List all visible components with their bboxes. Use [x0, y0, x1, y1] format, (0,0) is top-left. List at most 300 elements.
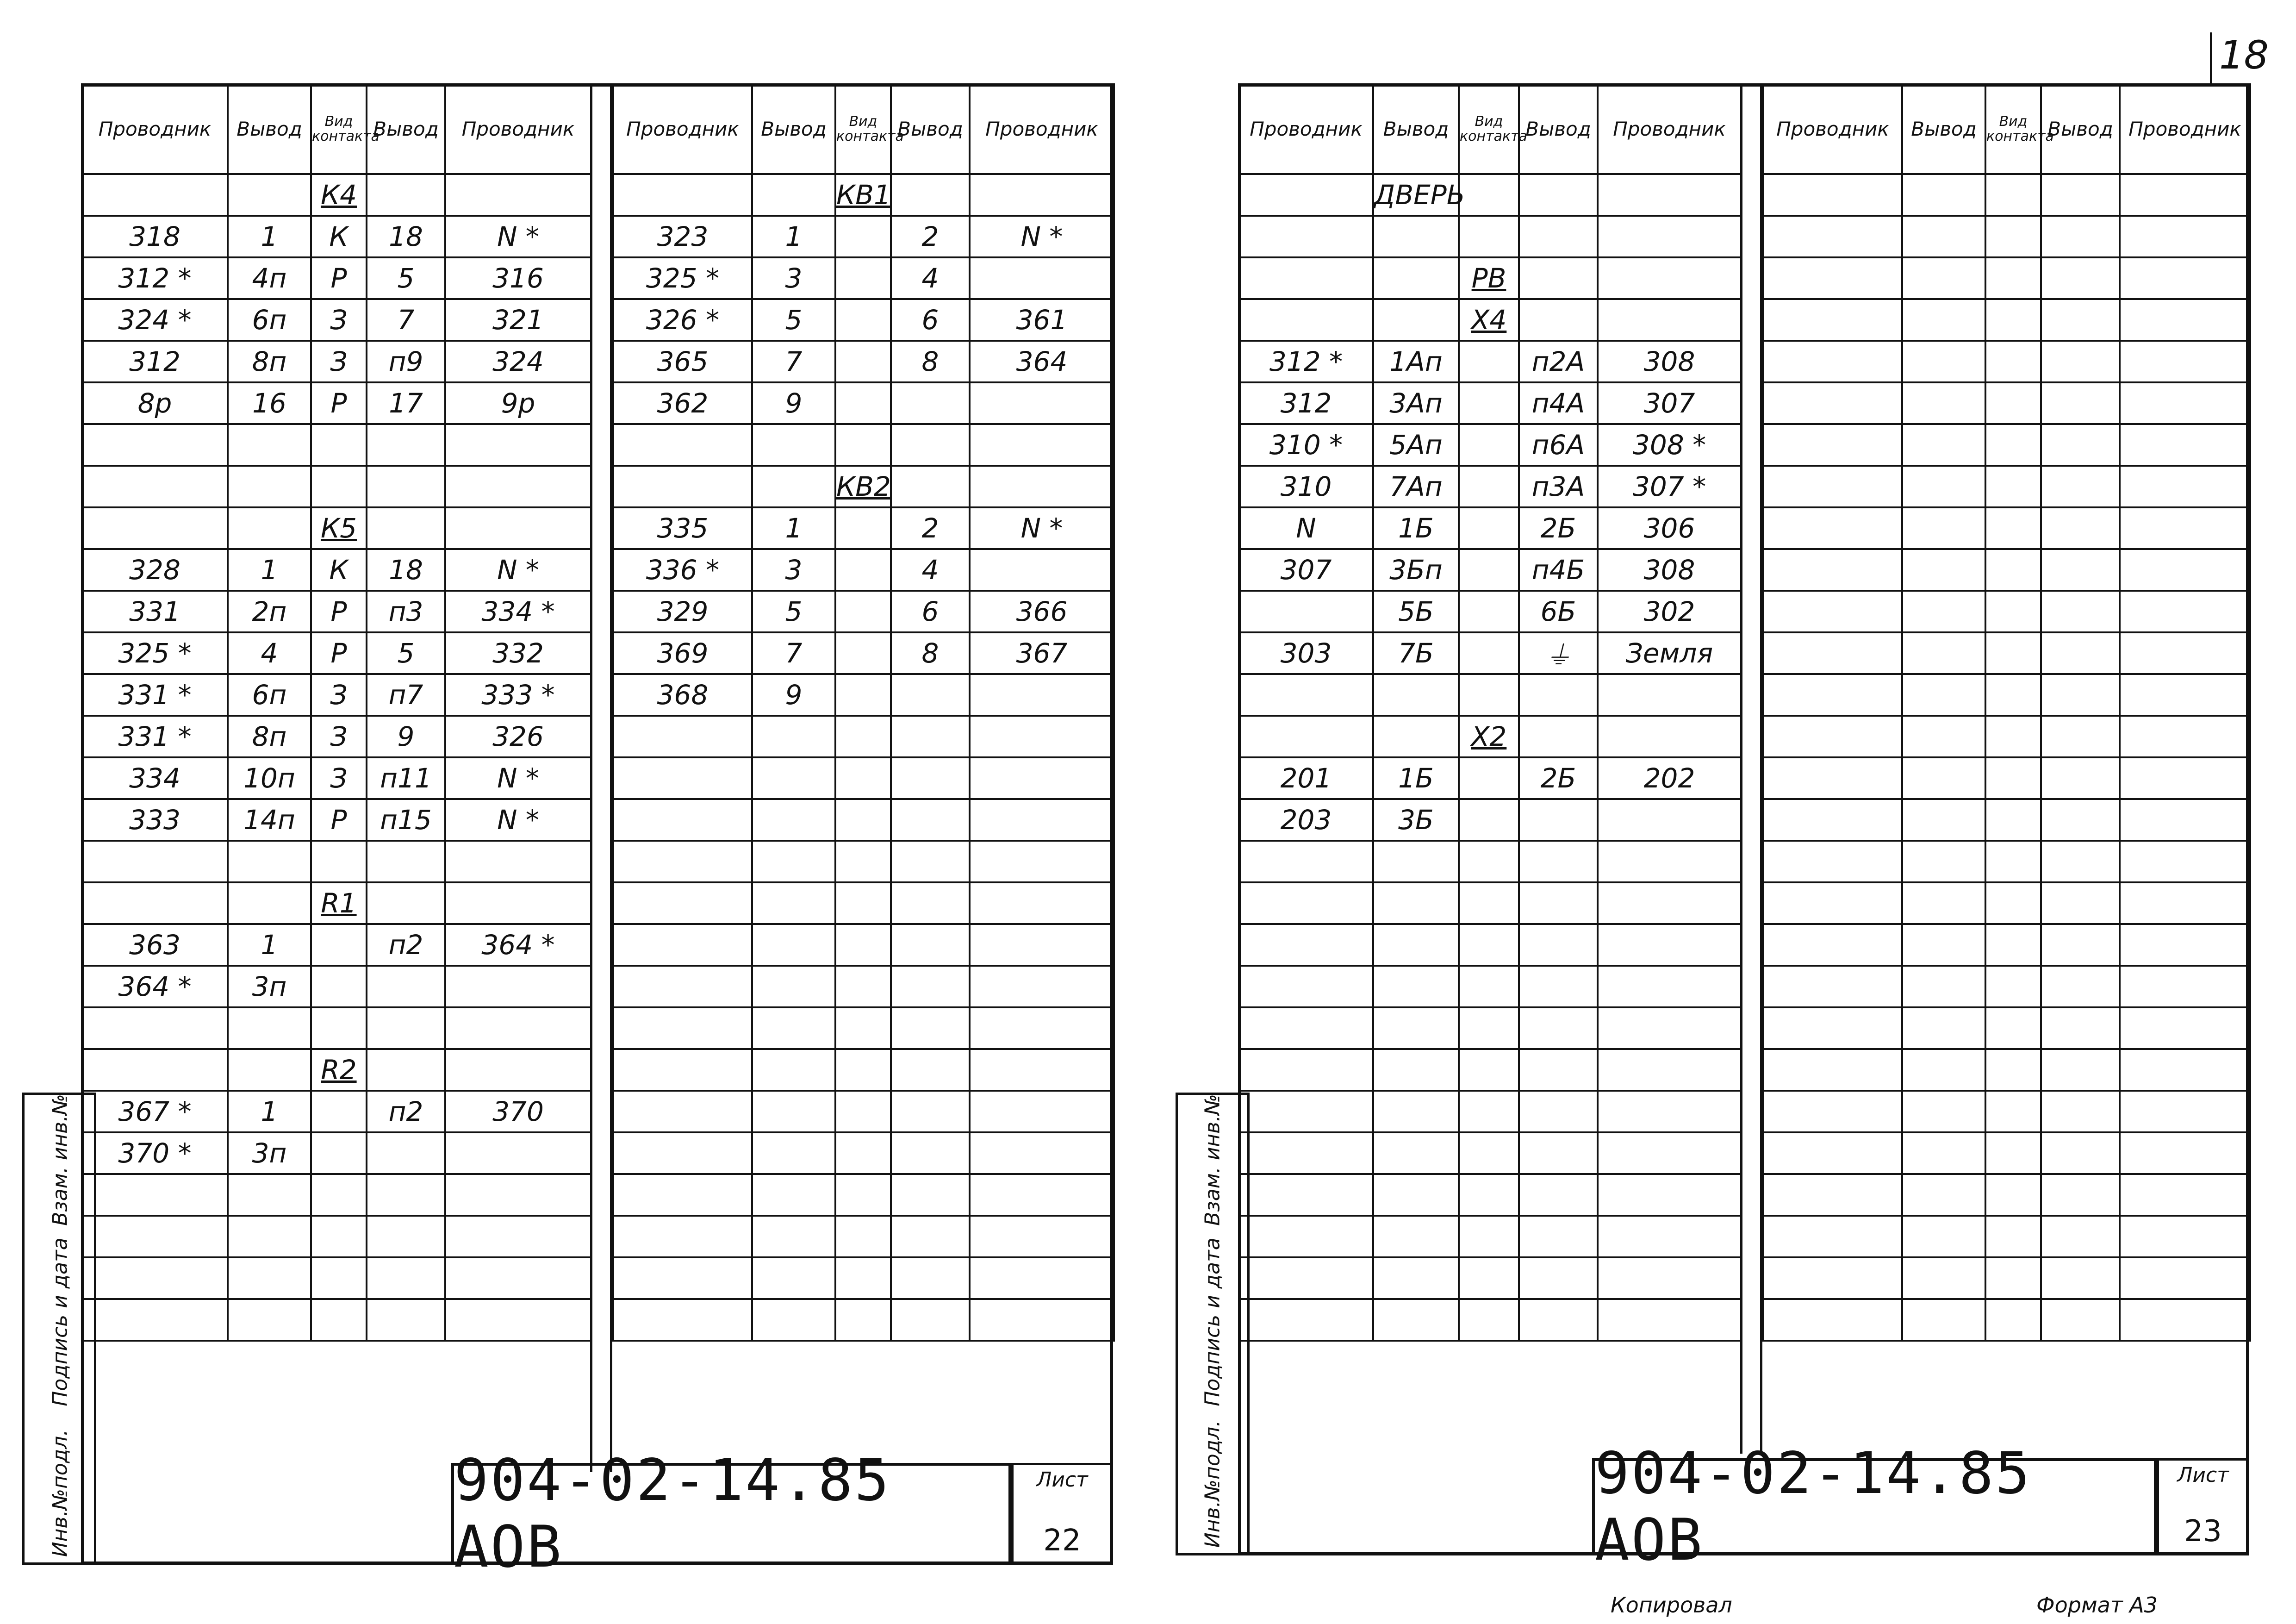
table-row	[1239, 924, 1741, 966]
table-cell: 6	[891, 299, 970, 341]
table-cell	[1985, 757, 2041, 799]
table-cell: 1	[228, 1091, 311, 1132]
col-terminal: Вывод	[752, 84, 835, 174]
table-row	[613, 257, 1114, 299]
table-cell	[2120, 924, 2250, 966]
table-cell	[891, 174, 970, 216]
table-cell	[82, 1174, 228, 1216]
table-cell	[1985, 1132, 2041, 1174]
table-cell	[970, 549, 1114, 591]
table-row	[1763, 757, 2250, 799]
table-cell	[1763, 716, 1902, 757]
table-cell	[311, 1216, 367, 1257]
col-terminal: Вывод	[1519, 84, 1598, 174]
table-cell: 8п	[228, 341, 311, 382]
table-cell: п2А	[1519, 341, 1598, 382]
table-cell	[1239, 591, 1373, 632]
table-cell: 14п	[228, 799, 311, 841]
table-cell	[228, 841, 311, 882]
table-cell	[1763, 424, 1902, 466]
table-cell	[1239, 257, 1373, 299]
table-cell: 2Б	[1519, 507, 1598, 549]
right-sheet-number: 23	[2184, 1514, 2222, 1549]
table-cell	[1985, 674, 2041, 716]
table-row	[1763, 882, 2250, 924]
table-row	[82, 1049, 591, 1091]
table-cell	[1763, 966, 1902, 1007]
table-cell	[970, 1299, 1114, 1341]
table-cell	[891, 1216, 970, 1257]
table-cell	[1598, 924, 1741, 966]
table-row	[613, 507, 1114, 549]
table-cell	[2041, 174, 2120, 216]
table-cell	[835, 216, 891, 257]
table-cell: З	[311, 716, 367, 757]
table-cell: КВ1	[835, 174, 891, 216]
table-cell	[1239, 1216, 1373, 1257]
table-cell	[2120, 1007, 2250, 1049]
table-cell	[2120, 549, 2250, 591]
table-cell	[1763, 591, 1902, 632]
table-cell	[752, 424, 835, 466]
table-cell	[2041, 841, 2120, 882]
table-cell	[1373, 257, 1459, 299]
table-cell	[311, 1174, 367, 1216]
table-cell	[1985, 382, 2041, 424]
table-row	[82, 1007, 591, 1049]
table-cell	[1373, 1049, 1459, 1091]
table-cell: 324	[445, 341, 591, 382]
col-contact-type: Вид контакта	[311, 84, 367, 174]
table-cell	[1902, 591, 1985, 632]
table-cell	[367, 882, 445, 924]
table-cell	[970, 1174, 1114, 1216]
table-cell	[1902, 257, 1985, 299]
table-row	[1239, 549, 1741, 591]
table-cell: 325 *	[613, 257, 752, 299]
table-cell	[835, 716, 891, 757]
table-cell: 332	[445, 632, 591, 674]
table-row	[1763, 1132, 2250, 1174]
table-row	[1763, 382, 2250, 424]
table-cell	[752, 1132, 835, 1174]
table-cell	[2120, 841, 2250, 882]
table-cell: 203	[1239, 799, 1373, 841]
table-cell: 18	[367, 549, 445, 591]
table-cell	[1519, 924, 1598, 966]
table-cell: 307	[1598, 382, 1741, 424]
table-cell	[835, 966, 891, 1007]
table-cell	[891, 674, 970, 716]
table-cell: 336 *	[613, 549, 752, 591]
table-cell: КВ2	[835, 466, 891, 507]
left-side-inv-no: Инв.№подл.	[48, 1429, 72, 1557]
table-cell: R2	[311, 1049, 367, 1091]
table-cell: Р	[311, 382, 367, 424]
table-cell	[1519, 966, 1598, 1007]
table-cell	[1239, 1091, 1373, 1132]
table-cell	[445, 1007, 591, 1049]
left-side-sign-date: Подпись и дата	[48, 1237, 72, 1406]
table-cell: 366	[970, 591, 1114, 632]
table-row	[1239, 757, 1741, 799]
table-row	[82, 674, 591, 716]
table-cell	[2120, 632, 2250, 674]
table-cell: 367	[970, 632, 1114, 674]
table-cell: 363	[82, 924, 228, 966]
table-cell	[1239, 1007, 1373, 1049]
table-cell	[1902, 1007, 1985, 1049]
table-cell	[1763, 799, 1902, 841]
table-cell	[613, 466, 752, 507]
table-cell	[2120, 1216, 2250, 1257]
table-cell: 3	[752, 257, 835, 299]
table-cell	[1902, 549, 1985, 591]
table-cell	[1239, 299, 1373, 341]
table-cell	[2120, 216, 2250, 257]
table-cell	[835, 799, 891, 841]
table-cell	[1519, 257, 1598, 299]
table-cell: 1	[752, 507, 835, 549]
table-cell: 312	[1239, 382, 1373, 424]
table-cell	[1902, 466, 1985, 507]
table-cell: 362	[613, 382, 752, 424]
table-cell	[835, 1257, 891, 1299]
table-cell: 3Бп	[1373, 549, 1459, 591]
table-cell	[2041, 1007, 2120, 1049]
col-conductor: Проводник	[613, 84, 752, 174]
table-cell: 5	[752, 591, 835, 632]
table-cell	[1985, 1257, 2041, 1299]
table-cell: 368	[613, 674, 752, 716]
table-row	[82, 341, 591, 382]
table-cell	[1985, 424, 2041, 466]
table-cell	[2041, 1299, 2120, 1341]
table-cell	[2120, 799, 2250, 841]
table-row	[82, 757, 591, 799]
table-row	[1763, 341, 2250, 382]
table-row	[82, 882, 591, 924]
table-cell	[613, 1132, 752, 1174]
col-conductor: Проводник	[82, 84, 228, 174]
table-cell: 333 *	[445, 674, 591, 716]
table-cell	[311, 966, 367, 1007]
table-cell	[1459, 1216, 1519, 1257]
table-row	[1763, 1216, 2250, 1257]
table-row	[1763, 424, 2250, 466]
table-cell: 302	[1598, 591, 1741, 632]
table-cell	[1902, 674, 1985, 716]
table-cell: 9р	[445, 382, 591, 424]
table-cell	[1459, 1049, 1519, 1091]
table-cell: 202	[1598, 757, 1741, 799]
table-cell	[367, 1049, 445, 1091]
table-row	[1239, 716, 1741, 757]
table-cell: 7	[752, 341, 835, 382]
table-cell: N *	[445, 757, 591, 799]
table-cell	[311, 1007, 367, 1049]
table-cell	[311, 841, 367, 882]
table-cell	[2120, 966, 2250, 1007]
table-cell	[82, 1216, 228, 1257]
table-cell	[82, 1049, 228, 1091]
table-cell	[752, 1091, 835, 1132]
table-row	[1763, 591, 2250, 632]
table-cell	[1763, 257, 1902, 299]
table-cell: 10п	[228, 757, 311, 799]
table-cell	[1459, 799, 1519, 841]
table-cell: 323	[613, 216, 752, 257]
table-cell	[1763, 1299, 1902, 1341]
table-cell	[228, 174, 311, 216]
table-cell	[1598, 841, 1741, 882]
col-terminal: Вывод	[2041, 84, 2120, 174]
col-conductor: Проводник	[1763, 84, 1902, 174]
table-cell: 370 *	[82, 1132, 228, 1174]
table-cell	[1985, 174, 2041, 216]
table-cell: 331 *	[82, 674, 228, 716]
table-cell	[2120, 757, 2250, 799]
col-terminal: Вывод	[891, 84, 970, 174]
table-cell	[835, 1049, 891, 1091]
table-cell	[1459, 1091, 1519, 1132]
table-cell	[835, 507, 891, 549]
table-cell	[1598, 1174, 1741, 1216]
table-cell	[367, 1174, 445, 1216]
right-table-separator	[1740, 83, 1762, 1454]
table-cell	[82, 507, 228, 549]
table-cell	[1763, 1174, 1902, 1216]
table-row	[613, 716, 1114, 757]
table-cell	[1985, 466, 2041, 507]
table-cell	[752, 1049, 835, 1091]
table-cell	[1985, 1049, 2041, 1091]
table-cell	[2120, 174, 2250, 216]
table-cell: ДВЕРЬ	[1373, 174, 1459, 216]
table-cell	[1902, 1216, 1985, 1257]
table-cell	[1459, 466, 1519, 507]
table-row	[1763, 1299, 2250, 1341]
col-contact-type: Вид контакта	[835, 84, 891, 174]
table-cell: N	[1239, 507, 1373, 549]
table-cell	[1373, 966, 1459, 1007]
table-row	[1239, 882, 1741, 924]
table-cell	[228, 1007, 311, 1049]
table-cell	[613, 424, 752, 466]
table-cell	[1459, 507, 1519, 549]
table-cell	[891, 1132, 970, 1174]
table-cell	[1763, 1049, 1902, 1091]
table-row	[613, 1132, 1114, 1174]
table-cell	[752, 882, 835, 924]
left-doc-code: 904-02-14.85 АОВ	[451, 1463, 1011, 1565]
table-cell	[1373, 1216, 1459, 1257]
table-cell	[1763, 507, 1902, 549]
table-cell	[970, 424, 1114, 466]
table-cell: 7Б	[1373, 632, 1459, 674]
table-cell	[1459, 341, 1519, 382]
table-row	[82, 841, 591, 882]
table-cell	[752, 1257, 835, 1299]
table-cell: 333	[82, 799, 228, 841]
table-cell: 3п	[228, 966, 311, 1007]
table-cell: З	[311, 341, 367, 382]
table-cell	[2120, 257, 2250, 299]
table-cell	[1519, 1174, 1598, 1216]
table-cell	[1763, 674, 1902, 716]
table-row	[82, 924, 591, 966]
table-row	[613, 1216, 1114, 1257]
table-cell	[835, 757, 891, 799]
table-row	[1763, 632, 2250, 674]
table-cell: Р	[311, 799, 367, 841]
table-cell	[1902, 841, 1985, 882]
right-side-inv-no: Инв.№подл.	[1201, 1420, 1225, 1548]
table-cell	[82, 1007, 228, 1049]
table-cell: 329	[613, 591, 752, 632]
table-row	[1239, 257, 1741, 299]
table-cell	[891, 1299, 970, 1341]
table-cell: 307	[1239, 549, 1373, 591]
table-cell	[1985, 1216, 2041, 1257]
table-row	[82, 1257, 591, 1299]
table-cell	[752, 924, 835, 966]
footer-format: Формат А3	[2036, 1593, 2158, 1618]
table-row	[613, 757, 1114, 799]
table-cell	[2120, 507, 2250, 549]
table-cell	[1598, 1257, 1741, 1299]
table-cell	[891, 1007, 970, 1049]
table-cell	[367, 174, 445, 216]
table-cell	[1763, 1216, 1902, 1257]
table-row	[1763, 799, 2250, 841]
table-cell: 8	[891, 632, 970, 674]
table-cell: N *	[445, 216, 591, 257]
table-row	[1763, 674, 2250, 716]
table-cell	[835, 841, 891, 882]
table-cell	[891, 1174, 970, 1216]
table-cell	[1985, 507, 2041, 549]
table-cell	[1519, 1007, 1598, 1049]
table-cell: 335	[613, 507, 752, 549]
table-cell	[1519, 174, 1598, 216]
table-row	[82, 966, 591, 1007]
table-cell: 6п	[228, 674, 311, 716]
table-cell	[1373, 841, 1459, 882]
table-cell	[2041, 1132, 2120, 1174]
table-row	[1239, 216, 1741, 257]
table-cell	[367, 424, 445, 466]
table-cell	[891, 1091, 970, 1132]
table-cell	[835, 299, 891, 341]
table-cell	[1598, 257, 1741, 299]
table-cell: Р	[311, 257, 367, 299]
table-cell	[1763, 299, 1902, 341]
table-cell	[613, 1299, 752, 1341]
table-cell	[891, 882, 970, 924]
table-cell	[613, 966, 752, 1007]
table-cell	[970, 1049, 1114, 1091]
table-cell	[1985, 216, 2041, 257]
table-cell	[970, 1132, 1114, 1174]
table-cell	[613, 716, 752, 757]
table-cell	[752, 174, 835, 216]
table-row	[1763, 1257, 2250, 1299]
table-cell: З	[311, 299, 367, 341]
table-cell	[1519, 882, 1598, 924]
table-cell	[311, 1132, 367, 1174]
table-row	[613, 924, 1114, 966]
table-cell	[2041, 1257, 2120, 1299]
table-cell: 2Б	[1519, 757, 1598, 799]
col-conductor: Проводник	[1598, 84, 1741, 174]
table-cell	[2120, 1299, 2250, 1341]
table-cell	[752, 716, 835, 757]
table-cell	[445, 1049, 591, 1091]
table-row	[613, 424, 1114, 466]
table-cell	[1902, 799, 1985, 841]
table-cell	[1598, 674, 1741, 716]
table-cell	[228, 1216, 311, 1257]
table-cell	[311, 924, 367, 966]
table-cell	[1239, 882, 1373, 924]
table-row	[613, 1174, 1114, 1216]
table-cell	[2041, 1091, 2120, 1132]
table-row	[1239, 799, 1741, 841]
table-cell: 3Ап	[1373, 382, 1459, 424]
table-row	[1763, 966, 2250, 1007]
table-row	[1763, 1007, 2250, 1049]
table-cell	[1985, 257, 2041, 299]
right-wiring-table-1	[1238, 83, 1742, 1342]
table-row	[613, 882, 1114, 924]
table-row	[82, 1132, 591, 1174]
table-cell: З	[311, 757, 367, 799]
table-cell	[835, 1299, 891, 1341]
table-cell	[367, 1007, 445, 1049]
table-cell	[1459, 174, 1519, 216]
table-cell	[1373, 1257, 1459, 1299]
table-row	[613, 341, 1114, 382]
table-cell	[613, 757, 752, 799]
table-row	[613, 382, 1114, 424]
table-row	[1763, 1174, 2250, 1216]
table-cell	[1459, 1299, 1519, 1341]
table-cell: N *	[970, 507, 1114, 549]
table-cell: 365	[613, 341, 752, 382]
table-cell	[311, 424, 367, 466]
table-row	[613, 466, 1114, 507]
table-cell	[1902, 299, 1985, 341]
table-cell	[1519, 841, 1598, 882]
table-cell	[752, 1299, 835, 1341]
table-cell	[2041, 341, 2120, 382]
table-cell	[1763, 757, 1902, 799]
table-cell	[1239, 716, 1373, 757]
table-cell	[2120, 1091, 2250, 1132]
table-row	[1239, 1216, 1741, 1257]
table-row	[613, 216, 1114, 257]
table-cell: 2п	[228, 591, 311, 632]
left-wiring-table-2	[612, 83, 1115, 1342]
table-cell	[970, 382, 1114, 424]
table-cell	[1598, 966, 1741, 1007]
table-cell	[752, 1007, 835, 1049]
table-cell	[1902, 424, 1985, 466]
table-cell: 334	[82, 757, 228, 799]
table-cell	[228, 1257, 311, 1299]
table-cell	[1598, 1091, 1741, 1132]
